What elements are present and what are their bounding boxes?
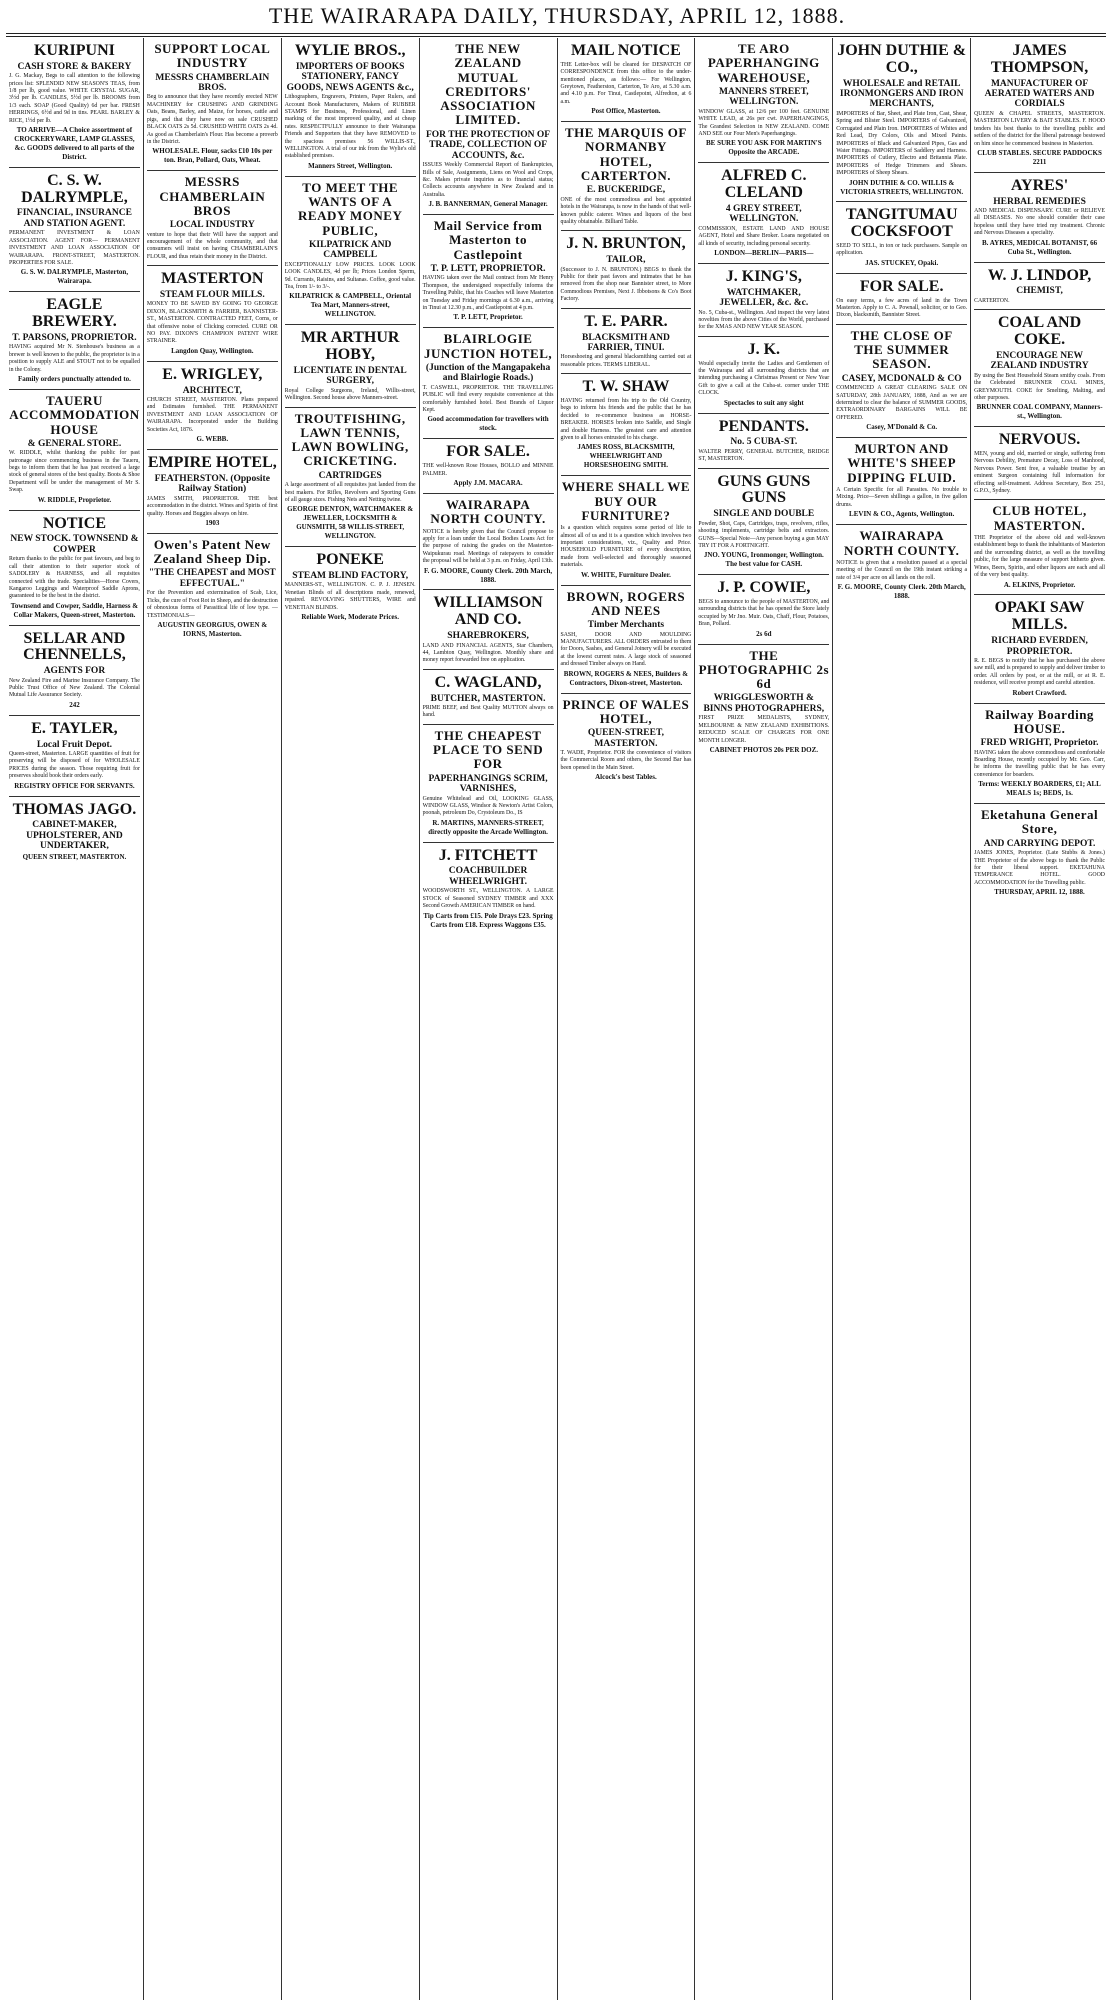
ad-footer: Townsend and Cowper, Saddle, Harness & Collar Makers, Queen-street, Masterton.	[10, 601, 139, 619]
masthead-rule-bottom	[6, 36, 1106, 37]
ad-body: HAVING taken over the Mail contract from Mr Henry Thompson, the undersigned respectfully informs the Travelling Public, that his Coaches will leave Masterton on Tuesday and Friday mornings at 6.30 a.m., arriving in Tinui at 12.30 p.m., and Castlepoint at 4 p.m.	[422, 275, 554, 312]
advertisement	[698, 337, 829, 414]
advertisement	[974, 500, 1105, 595]
ad-body: Is a question which requires some period of life to almost all of us and it is a question which involves two important considerations, viz., Quality and Price. HOUSEHOLD FURNITURE of every description, made from well-selected and thoroughly seasoned materials.	[560, 525, 692, 569]
ad-subtitle: FEATHERSTON. (Opposite Railway Station)	[154, 473, 270, 495]
advertisement	[698, 575, 829, 644]
ad-body: EXCEPTIONALLY LOW PRICES. LOOK LOOK LOOK CANDLES, 4d per lb; Prices London Sperm, 9d. Currants, Raisins, and Sultanas. Coffee, good value. Tea, from 1/- to 3/-.	[284, 261, 416, 290]
advertisement	[974, 263, 1105, 311]
advertisement	[9, 511, 140, 626]
ad-body: A Certain Specific for all Parasites. No trouble to Mixing. Price—Seven shillings a gallon, in five gallon drums.	[836, 487, 968, 508]
ad-title: THE NEW ZEALAND MUTUAL CREDITORS' ASSOCIATION LIMITED.	[440, 41, 536, 128]
ad-title: J. K.	[747, 340, 781, 358]
ad-title: MESSRS CHAMBERLAIN BROS	[159, 174, 266, 218]
ad-footer: Manners Street, Wellington.	[308, 161, 393, 170]
ad-subtitle: LICENTIATE IN DENTAL SURGERY,	[293, 365, 407, 387]
ad-title: TROUTFISHING, LAWN TENNIS, LAWN BOWLING, CRICKETING.	[291, 410, 409, 469]
ad-title: GUNS GUNS GUNS	[717, 472, 811, 507]
advertisement	[836, 38, 967, 202]
ad-subtitle: Timber Merchants	[587, 620, 665, 631]
ad-subtitle: COACHBUILDER WHEELWRIGHT.	[448, 866, 528, 887]
ad-subtitle: T. P. LETT, PROPRIETOR.	[430, 263, 546, 274]
ad-body: SASH, DOOR AND MOULDING MANUFACTURERS. ALL ORDERS entrusted to them for Doors, Sashes, and General Joinery will be executed at the lowest current rates. A large stock of seasoned and dressed Timber always on Hand.	[560, 631, 692, 668]
advertisement	[423, 494, 554, 591]
ad-subtitle: MANNERS STREET, WELLINGTON.	[719, 86, 809, 108]
ad-title: EMPIRE HOTEL,	[147, 454, 277, 472]
ad-footer: REGISTRY OFFICE FOR SERVANTS.	[14, 781, 135, 790]
ad-body: THE well-known Rose Houses, BOLLO and MINNIE PALMER.	[422, 463, 554, 477]
ad-subtitle: WHOLESALE and RETAIL IRONMONGERS AND IRON MERCHANTS,	[839, 78, 964, 110]
newspaper-column-1	[6, 38, 144, 2000]
ad-title: WYLIE BROS.,	[294, 42, 406, 59]
advertisement	[836, 525, 967, 606]
ad-body: COMMENCED A GREAT CLEARING SALE ON SATURDAY, 28th JANUARY, 1888, And as we are determined to clear the balance of SUMMER GOODS, EXTRAORDINARY BARGAINS WILL BE OFFERED.	[836, 385, 968, 421]
newspaper-column-2	[144, 38, 282, 2000]
ad-body: ISSUES Weekly Commercial Report of Bankruptcies, Bills of Sale, Assignments, Liens on Wool and Crops, &c. Makes private inquiries as to financial status; Collects accounts anywhere in New Zealand and in Australia.	[422, 162, 554, 198]
advertisement	[974, 804, 1105, 902]
ad-title: J. N. BRUNTON,	[566, 235, 686, 253]
ad-footer: CABINET PHOTOS 20s PER DOZ.	[709, 745, 819, 754]
ad-title: Mail Service from Masterton to Castlepoint	[433, 218, 543, 262]
ad-body: NOTICE is hereby given that the Council propose to apply for a loan under the Local Bodies Loans Act for the purpose of raising the grades on the Masterton-Waipukurau road. Meetings of ratepayers to consider the proposal will be held at 3 p.m. on Friday, April 13th.	[422, 528, 554, 565]
advertisement	[561, 586, 692, 694]
newspaper-column-8	[971, 38, 1108, 2000]
advertisement	[974, 38, 1105, 173]
ad-title: NERVOUS.	[998, 431, 1081, 449]
ad-title: CLUB HOTEL, MASTERTON.	[992, 503, 1087, 533]
ad-subtitle: CHEMIST,	[1016, 286, 1063, 297]
ad-title: PONEKE	[316, 551, 384, 569]
ad-footer: Alcock's best Tables.	[595, 773, 657, 782]
ad-subtitle: FOR THE PROTECTION OF TRADE, COLLECTION OF ACCOUNTS, &c.	[425, 129, 551, 161]
ad-title: Owen's Patent New Zealand Sheep Dip.	[153, 536, 272, 567]
advertisement	[698, 264, 829, 337]
ad-subtitle: CABINET-MAKER, UPHOLSTERER, AND UNDERTAKER,	[26, 820, 123, 852]
ad-subtitle: ARCHITECT,	[182, 385, 242, 396]
ad-title: COAL AND COKE.	[998, 314, 1082, 349]
newspaper-masthead: THE WAIRARAPA DAILY, THURSDAY, APRIL 12, 1888.	[268, 3, 846, 28]
ad-title: JAMES THOMPSON,	[990, 42, 1089, 76]
ad-footer: Robert Crawford.	[1012, 688, 1067, 697]
ad-title: T. E. PARR.	[584, 312, 668, 330]
advertisement	[561, 309, 692, 374]
ad-title: MR ARTHUR HOBY,	[300, 329, 400, 364]
advertisement	[9, 292, 140, 390]
ad-title: ALFRED C. CLELAND	[721, 167, 807, 202]
ad-title: BLAIRLOGIE JUNCTION HOTEL,	[423, 331, 553, 361]
ad-title: OPAKI SAW MILLS.	[994, 599, 1085, 634]
advertisement	[285, 177, 416, 326]
ad-title: SUPPORT LOCAL INDUSTRY	[154, 41, 271, 71]
advertisement	[561, 122, 692, 231]
ad-body: venture to hope that their Will have the support and encouragement of the whole community, and that consumers will insist on having CHAMBERLAIN'S FLOUR, and thus retain their money in the District.	[146, 231, 278, 260]
ad-body: MEN, young and old, married or single, suffering from Nervous Debility, Premature Decay, Loss of Manhood, Nervous Power. Sent free, a valuable treatise by an eminent Surgeon containing full information for effecting self-treatment. Address Secretary, Box 251, G.P.O., Sydney.	[974, 451, 1105, 495]
ad-body: Would especially invite the Ladies and Gentlemen of the Wairarapa and all surrounding districts that are intending purchasing a Christmas Present or New Year Gift to give a call at the Cuba-st. corner under THE CLOCK.	[698, 360, 830, 397]
ad-body: IMPORTERS of Bar, Sheet, and Plate Iron, Cast, Shear, Spring and Blister Steel. IMPORTERS of Galvanized, Corrugated and Plain Iron. IMPORTERS of Whites and Red Lead, Dry Colors, Oils and Mixed Paints. IMPORTERS of Black and Galvanized Pipes, Gas and Water Fittings. IMPORTERS of Saddlery and Harness. IMPORTERS of Cutlery, Electro and Britannia Plate. IMPORTERS of Hedge Trimmers and Shears. IMPORTERS of Sheep Shears.	[836, 110, 968, 177]
ad-title: TANGITUMAU COCKSFOOT	[845, 206, 958, 241]
advertisement	[836, 202, 967, 273]
advertisement	[423, 439, 554, 494]
ad-body: WINDOW GLASS, at 12/6 per 100 feet. GENUINE WHITE LEAD, at 26s per cwt. PAPERHANGINGS, The Grandest Selection in NEW ZEALAND. COME AND SEE our Four Men's Paperhangings.	[698, 108, 830, 137]
ad-footer: B. AYRES, MEDICAL BOTANIST, 66 Cuba St., Wellington.	[981, 238, 1098, 256]
ad-title: WAIRARAPA NORTH COUNTY.	[430, 496, 546, 527]
ad-subtitle: MANUFACTURER OF AERATED WATERS AND CORDIALS	[984, 78, 1095, 110]
advertisement	[974, 595, 1105, 703]
ad-title: JOHN DUTHIE & CO.,	[837, 42, 967, 76]
advertisement	[9, 716, 140, 797]
ad-footer: R. MARTINS, MANNERS-STREET, directly opposite the Arcade Wellington.	[428, 818, 548, 836]
advertisement	[698, 469, 829, 576]
ad-footer: Casey, M'Donald & Co.	[866, 423, 938, 432]
ad-subtitle: WRIGGLESWORTH & BINNS PHOTOGRAPHERS,	[703, 693, 825, 714]
ad-body: For the Prevention and extermination of Scab, Lice, Ticks, the cure of Foot Rot in Sheep, and the destruction of obnoxious forms of Parasitical life of low type. —TESTIMONIALS—	[146, 590, 278, 619]
ad-title: C. WAGLAND,	[434, 673, 542, 691]
ad-title: J. P. COWIE,	[717, 579, 811, 597]
advertisement	[974, 427, 1105, 500]
newspaper-column-7	[833, 38, 971, 2000]
ad-subtitle: NEW STOCK. TOWNSEND & COWPER	[10, 534, 139, 555]
ad-body: QUEEN & CHAPEL STREETS, MASTERTON. MASTERTON LIVERY & BAIT STABLES. F. HOOD tenders his best thanks to the travelling public and settlers of the district for the liberal patronage bestowed on him since he commenced business in Masterton.	[974, 110, 1105, 147]
ad-body: LAND AND FINANCIAL AGENTS, Star Chambers, 44, Lambton Quay, Wellington. Monthly share and money report forwarded free on application.	[422, 642, 554, 664]
ad-title: SELLAR AND CHENNELLS,	[23, 629, 126, 664]
ad-title: FOR SALE.	[446, 443, 530, 461]
ad-subtitle: BLACKSMITH AND FARRIER, TINUI.	[581, 332, 670, 353]
ad-title: WILLIAMSON AND CO.	[433, 594, 543, 629]
advertisement	[423, 725, 554, 843]
ad-subtitle: LOCAL INDUSTRY	[169, 220, 255, 231]
ad-footer: Spectacles to suit any sight	[723, 398, 804, 407]
ad-footer: Good accommodation for travellers with stock.	[427, 415, 549, 433]
ad-subtitle: AGENTS FOR	[43, 666, 106, 677]
ad-body: (Successor to J. N. BRUNTON.) BEGS to thank the Public for their past favors and intimates that he has removed from the shop near Bannister street, to More Commodious Premises, Next J. Ibbotsons & Co's Boot Factory.	[560, 266, 692, 303]
advertisement	[561, 374, 692, 476]
ad-footer: KILPATRICK & CAMPBELL, Oriental Tea Mart, Manners-street, WELLINGTON.	[289, 292, 412, 319]
ad-subtitle: IMPORTERS OF BOOKS STATIONERY, FANCY GOODS, NEWS AGENTS &c.,	[286, 61, 414, 93]
ad-footer: QUEEN STREET, MASTERTON.	[22, 852, 127, 861]
advertisement	[147, 171, 278, 266]
ad-title: WHERE SHALL WE BUY OUR FURNITURE?	[561, 479, 690, 523]
ad-footer: Apply J.M. MACARA.	[453, 479, 523, 487]
ad-title: AYRES'	[1010, 176, 1069, 194]
advertisement	[698, 163, 829, 264]
ad-body: WOODSWORTH ST., WELLINGTON. A LARGE STOCK of Seasoned SYDNEY TIMBER and XXX Second Growth AMERICAN TIMBER on hand.	[422, 888, 554, 910]
ad-footer: T. P. LETT, Proprietor.	[453, 313, 523, 322]
ad-title: BROWN, ROGERS AND NEES	[566, 588, 686, 618]
ad-subtitle: No. 5 CUBA-ST.	[730, 437, 798, 448]
ad-footer: JAS. STUCKEY, Opaki.	[865, 258, 939, 267]
ad-footer: J. B. BANNERMAN, General Manager.	[428, 200, 548, 209]
ad-body: AND MEDICAL DISPENSARY. CURE or RELIEVE all DISEASES. No one should consider their case hopeless until they have tried my treatment. Chronic and Nervous Diseases a speciality.	[974, 208, 1105, 237]
ad-footer: Reliable Work, Moderate Prices.	[301, 613, 400, 622]
ad-subtitle: STEAM FLOUR MILLS.	[159, 289, 265, 300]
ad-subtitle: E. BUCKERIDGE,	[586, 185, 666, 196]
advertisement	[423, 670, 554, 725]
ad-footer: 242	[69, 700, 80, 709]
ad-title: T. W. SHAW	[582, 378, 670, 396]
ad-footer: F. G. MOORE, County Clerk. 20th March, 1888.	[423, 566, 553, 584]
ad-title: THE MARQUIS OF NORMANBY HOTEL, CARTERTON.	[565, 125, 687, 184]
ad-body: A large assortment of all requisites just landed from the best makers. For Rifles, Revolvers and Sporting Guns of all gauge sizes. Fishing Nets and Netting twine.	[284, 482, 416, 503]
ad-title: WAIRARAPA NORTH COUNTY.	[844, 528, 960, 558]
ad-subtitle: CASH STORE & BAKERY	[17, 61, 132, 72]
advertisement	[974, 310, 1105, 427]
ad-body: NOTICE is given that a resolution passed at a special meeting of the Council on the 19th instant striking a rate of 3/4 per acre on all lands on the roll.	[836, 559, 968, 581]
ad-footer: TO ARRIVE—A Choice assortment of CROCKERYWARE, LAMP GLASSES, &c. GOODS delivered to all parts of the District.	[14, 126, 135, 161]
ad-subtitle: WATCHMAKER, JEWELLER, &c. &c.	[719, 287, 809, 309]
ad-footer: JAMES ROSS, BLACKSMITH, WHEELWRIGHT AND HORSESHOEING SMITH.	[577, 443, 675, 470]
ad-title: J. KING'S,	[725, 267, 802, 285]
ad-body: J. G. Mackay, Begs to call attention to the following prices list: SPLENDID NEW SEASON'S TEAS, from 1/8 per lb, good value. WHITE CRYSTAL SUGAR, 3½d per lb. CANDLES, 5½d per lb. BROOMS from 1/3 each. SOAP (Good Quality) 6d per bar. FRESH HERRINGS, 6½d and 9d in tins. PEARL BARLEY & RICE, 1½d per lb.	[9, 73, 140, 124]
ad-footer: CLUB STABLES. SECURE PADDOCKS 2211	[977, 148, 1102, 166]
ad-subtitle: PAPERHANGINGS SCRIM, VARNISHES,	[428, 773, 548, 795]
ad-title: E. WRIGLEY,	[162, 365, 263, 383]
ad-footer: G. S. W. DALRYMPLE, Masterton, Wairarapa.	[20, 268, 129, 286]
ad-body: CARTERTON.	[974, 297, 1010, 304]
ad-subtitle: (Junction of the Mangapakeha and Blairlogie Roads.)	[425, 362, 551, 384]
ad-body: THE Proprietor of the above old and well-known establishment begs to thank the inhabitants of Masterton and the surrounding district, as well as the travelling public, for the large measure of support hitherto given. Wines, Beers, Spirits, and other liquors are each and all of the very best quality.	[974, 535, 1106, 579]
ad-footer: JOHN DUTHIE & CO. WILLIS & VICTORIA STREETS, WELLINGTON.	[840, 178, 964, 196]
advertisement	[561, 476, 692, 585]
advertisement	[836, 274, 967, 325]
ad-footer: W. RIDDLE, Proprietor.	[37, 495, 112, 504]
advertisement	[423, 590, 554, 669]
ad-body: HAVING taken the above commodious and comfortable Boarding House, recently occupied by Mr. Geo. Carr, he informs the travelling public that he has every convenience for boarders.	[974, 749, 1105, 778]
masthead-rule-top	[6, 33, 1106, 34]
ad-body: Powder, Shot, Caps, Cartridges, traps, revolvers, rifles, shooting implements, cartridge belts and extractors. GUNS—Special Note—Any person buying a gun MAY TRY IT FOR A FORTNIGHT.	[698, 520, 830, 549]
ad-subtitle: Local Fruit Depot.	[36, 739, 113, 750]
advertisement	[285, 325, 416, 407]
ad-title: C. S. W. DALRYMPLE,	[21, 171, 128, 206]
ad-body: PERMANENT INVESTMENT & LOAN ASSOCIATION. AGENT FOR— PERMANENT INVESTMENT AND LOAN ASSOCIATION OF WAIRARAPA. FRONT-STREET, MASTERTON. PROPERTIES FOR SALE.	[9, 230, 140, 266]
ad-footer: LONDON—BERLIN—PARIS—	[714, 248, 814, 257]
ad-title: J. FITCHETT	[438, 846, 538, 864]
ad-body: MONEY TO BE SAVED BY GOING TO GEORGE DIXON, BLACKSMITH & FARRIER, BANNISTER-ST., MASTERTON. CONTRACTED FEET, Corns, or that offensive noise of Clicking corrected. CURE OR NO PAY. DIXON'S CHAMPION PATENT WIRE STRAINER.	[146, 301, 278, 345]
ad-footer: Tip Carts from £15. Pole Drays £23. Spring Carts from £18. Express Waggons £35.	[423, 911, 553, 929]
ad-title: MURTON AND WHITE'S SHEEP DIPPING FLUID.	[847, 441, 957, 485]
ad-footer: LEVIN & CO., Agents, Wellington.	[849, 510, 955, 519]
advertisement	[9, 390, 140, 511]
ad-body: Queen-street, Masterton. LARGE quantities of fruit for preserving will be disposed of for WHOLESALE PRICES during the season. Those requiring fruit for preserves should book their orders early.	[9, 751, 140, 780]
ad-subtitle: MESSRS CHAMBERLAIN BROS.	[155, 72, 270, 94]
ad-title: THE CLOSE OF THE SUMMER SEASON.	[850, 327, 953, 372]
ad-subtitle: SINGLE AND DOUBLE	[713, 509, 815, 520]
advertisement	[9, 168, 140, 292]
ad-body: W. RIDDLE, whilst thanking the public for past patronage since commencing business in the Taueru, begs to inform them that he has just received a large stock of general stores of the best quality. Boots & Shoe Department will be under the management of Mr S. Swap.	[9, 450, 140, 494]
ad-title: THE PHOTOGRAPHIC 2s 6d	[698, 647, 830, 692]
advertisement	[423, 843, 554, 935]
ad-footer: 1903	[205, 518, 220, 527]
ad-body: HAVING returned from his trip to the Old Country, begs to inform his friends and the public that he has decided to re-commence business as HORSE-BREAKER. HORSES broken into Saddle, and Single and double Harness. The greatest care and attention given to all horses entrusted to his charge.	[560, 397, 692, 442]
advertisement	[836, 438, 967, 525]
ad-footer: A. ELKINS, Proprietor.	[1003, 580, 1076, 589]
advertisement	[423, 215, 554, 328]
ad-body: Royal College Surgeons, Ireland, Willis-street, Wellington. Second house above Manners-street.	[284, 387, 416, 402]
ad-footer: GEORGE DENTON, WATCHMAKER & JEWELLER, LOCKSMITH & GUNSMITH, 58 WILLIS-STREET, WELLINGTON.	[287, 505, 414, 541]
ad-subtitle: AND CARRYING DEPOT.	[983, 838, 1096, 849]
advertisement	[285, 408, 416, 548]
ad-body: Beg to announce that they have recently erected NEW MACHINERY for CRUSHING AND GRINDING Oats, Beans, Barley, and Maize, for horses, cattle and pigs, and that they have now on sale CRUSHED BLACK OATS 2s 5d. CRUSHED WHITE OATS 2s 4d. As good as Chamberlain's Flour. Has become a proverb in the District.	[146, 94, 278, 145]
advertisement	[836, 325, 967, 438]
ad-title: Eketahuna General Store,	[980, 807, 1099, 837]
ad-title: MASTERTON	[161, 270, 264, 288]
ad-body: THE Letter-box will be cleared for DESPATCH OF CORRESPONDENCE from this office to the under-mentioned places, as follows:— For Wellington, Greytown, Featherston, Carterton, Te Aro, at 5.30 a.m. and 4.10 p.m. For Tinui, Castlepoint, Alfredton, at 6 a.m.	[560, 61, 692, 105]
ad-title: MAIL NOTICE	[571, 42, 681, 59]
ad-title: PENDANTS.	[718, 417, 809, 435]
ad-body: HAVING acquired Mr N. Stenhouse's business as a brewer is well known to the public, the proprietor is in a position to supply ALE and STOUT not to be equalled in the Colony.	[9, 344, 140, 373]
advertisement	[561, 231, 692, 308]
ad-footer: BROWN, ROGERS & NEES, Builders & Contractors, Dixon-street, Masterton.	[563, 669, 689, 687]
ad-subtitle: STEAM BLIND FACTORY,	[292, 571, 409, 581]
advertisement	[285, 547, 416, 627]
ad-footer: Post Office, Masterton.	[591, 107, 661, 116]
ad-body: New Zealand Fire and Marine Insurance Company. The Public Trust Office of New Zealand. The Colonial Mutual Life Assurance Society.	[9, 677, 140, 699]
ad-subtitle: & GENERAL STORE.	[27, 438, 122, 449]
ad-body: R. E. BEGS to notify that he has purchased the above saw mill, and is prepared to supply and deliver timber to order. All orders by post, or at the mill, or at R. E. residence, will receive prompt and careful attention.	[974, 657, 1106, 687]
ad-footer: F. G. MOORE, County Clerk. 20th March, 1888.	[837, 583, 966, 600]
advertisement	[147, 450, 278, 534]
advertisement	[974, 704, 1105, 805]
ad-title: KURIPUNI	[33, 42, 115, 59]
ad-body: T. CASWELL, PROPRIETOR. THE TRAVELLING PUBLIC will find every requisite convenience at this comfortably furnished hotel. Best Brands of Liquor Kept.	[422, 384, 554, 414]
ad-title: THOMAS JAGO.	[12, 800, 137, 818]
ad-title: TAUERU ACCOMMODATION HOUSE	[9, 392, 140, 437]
ad-title: TO MEET THE WANTS OF A READY MONEY PUBLIC,	[298, 179, 403, 238]
advertisement	[561, 694, 692, 788]
ad-footer: Langdon Quay, Wellington.	[171, 346, 254, 355]
advertisement	[147, 266, 278, 362]
advertisement	[147, 38, 278, 171]
ad-title: THE CHEAPEST PLACE TO SEND FOR	[433, 727, 544, 772]
ad-body: Return thanks to the public for past favours, and beg to call their attention to their superior stock of SADDLERY & HARNESS, and all requisites connected with the trade. Specialities—Horse Covers, Kangaroo Leggings and Waterproof Saddle Aprons, guaranteed to be the best in the district.	[9, 556, 140, 600]
ad-footer: BE SURE YOU ASK FOR MARTIN'S Opposite the ARCADE.	[706, 139, 822, 157]
ad-subtitle: RICHARD EVERDEN, PROPRIETOR.	[991, 636, 1088, 657]
advertisement	[9, 797, 140, 867]
advertisement	[147, 362, 278, 450]
ad-body: Lithographers, Engravers, Printers, Paper Rulers, and Account Book Manufacturers, Makers of RUBBER STAMPS for Business, Professional, and Linen marking of the most improved quality, and at cheap rates. RESPECTFULLY announce to their Wairarapa Friends and Supporters that they have REMOVED to the spacious premises 56 WILLIS-ST., WELLINGTON. A trial of our ink from the Wylie's old established premises.	[284, 94, 416, 160]
ad-subtitle: KILPATRICK AND CAMPBELL	[309, 239, 392, 261]
ad-footer: AUGUSTIN GEORGIUS, OWEN & IORNS, Masterton.	[157, 620, 268, 638]
advertisement	[423, 328, 554, 439]
ad-title: EAGLE BREWERY.	[32, 296, 117, 331]
ad-body: On easy terms, a few acres of land in the Town Masterton. Apply to C. A. Pownall, solicitor, or to Geo. Dixon, blacksmith, Bannister Street.	[836, 297, 968, 319]
ad-subtitle: "THE CHEAPEST and MOST EFFECTUAL."	[148, 568, 276, 589]
ad-body: BEGS to announce to the people of MASTERTON, and surrounding districts that he has opened the Store lately occupied by Mr Jno. Muir. Oats, Chaff, Flour, Potatoes, Bran, Pollard.	[698, 599, 830, 628]
ad-subtitle: ENCOURAGE NEW ZEALAND INDUSTRY	[990, 350, 1089, 372]
ad-subtitle: TAILOR,	[606, 255, 646, 266]
ad-title: Railway Boarding HOUSE.	[985, 706, 1094, 736]
ad-body: By using the Best Household Steam smithy coals. From the Celebrated BRUNNER COAL MINES, GREYMOUTH. COKE for Smelting, Malting, and other purposes.	[974, 372, 1105, 401]
advertisement	[974, 173, 1105, 263]
ad-body: No. 5, Cuba-st., Wellington. And inspect the very latest novelties from the above Cities of the World, purchased for the XMAS AND NEW YEAR SEASON.	[698, 309, 830, 331]
ad-footer: G. WEBB.	[196, 435, 229, 444]
advertisement	[561, 38, 692, 122]
ad-footer: Terms: WEEKLY BOARDERS, £1; ALL MEALS 1s; BEDS, 1s.	[978, 780, 1101, 798]
advertisement	[9, 38, 140, 168]
advertisement	[698, 414, 829, 469]
ad-body: MANNERS-ST., WELLINGTON. C. P. J. JENSEN. Venetian Blinds of all descriptions made, renewed, repaired. REVOLVING SHUTTERS, WIRE and VENETIAN BLINDS.	[284, 582, 416, 611]
newspaper-column-4	[420, 38, 558, 2000]
ad-body: PRIME BEEF, and Best Quality MUTTON always on hand.	[422, 704, 554, 719]
ad-subtitle: CASEY, MCDONALD & CO	[841, 373, 962, 384]
ad-subtitle: QUEEN-STREET, MASTERTON.	[587, 728, 664, 749]
ad-body: COMMISSION, ESTATE LAND AND HOUSE AGENT, Hotel and Share Broker. Loans negotiated on all kinds of security, including personal security.	[698, 225, 830, 247]
ad-footer: BRUNNER COAL COMPANY, Manners-st., Wellington.	[976, 403, 1103, 421]
ad-title: FOR SALE.	[859, 277, 944, 295]
advertisement	[285, 38, 416, 177]
ad-body: Horseshoeing and general blacksmithing carried out at reasonable prices. TERMS LIBERAL.	[560, 354, 692, 368]
newspaper-column-5	[558, 38, 696, 2000]
ad-footer: Family orders punctually attended to.	[17, 374, 131, 383]
ad-subtitle: FRED WRIGHT, Proprietor.	[980, 738, 1099, 749]
advertisement	[698, 38, 829, 163]
ad-body: SEED TO SELL, in ton or tuck purchasers. Sample on application.	[836, 243, 968, 257]
advertisement	[698, 645, 829, 760]
advertisement	[147, 534, 278, 644]
ad-subtitle: CARTRIDGES	[318, 470, 382, 481]
newspaper-column-3	[282, 38, 420, 2000]
ad-subtitle: SHAREBROKERS,	[447, 631, 529, 642]
ad-body: T. WADE, Proprietor. FOR the convenience of visitors the Commercial Room and others, the Second Bar has been opened in the Main Street.	[560, 750, 692, 771]
ad-subtitle: HERBAL REMEDIES	[993, 196, 1086, 207]
ad-body: ONE of the most commodious and best appointed hotels in the Wairarapa, is now in the hands of that well-known public caterer. Wines and liquors of the best quality obtainable. Billiard Table.	[560, 196, 692, 226]
advertisement	[9, 626, 140, 716]
ad-body: WALTER PERRY, GENERAL BUTCHER, BRIDGE ST, MASTERTON.	[698, 448, 830, 463]
ad-title: W. J. LINDOP,	[987, 266, 1092, 284]
ad-subtitle: 4 GREY STREET, WELLINGTON.	[725, 203, 802, 225]
ad-footer: 2s 6d	[756, 629, 772, 638]
ad-subtitle: T. PARSONS, PROPRIETOR.	[12, 332, 137, 343]
ad-title: E. TAYLER,	[31, 719, 118, 737]
ad-body: JAMES JONES, Proprietor. (Late Stubbs & Jones.) THE Proprietor of the above begs to thank the Public for their liberal support. EKETAHUNA TEMPERANCE HOTEL. GOOD ACCOMMODATION for the Travelling public.	[974, 850, 1105, 886]
advertisement	[423, 38, 554, 215]
ad-body: CHURCH STREET, MASTERTON. Plans prepared and Estimates furnished. THE PERMANENT INVESTMENT AND LOAN ASSOCIATION OF WAIRARAPA. Incorporated under the Building Societies Act, 1876.	[146, 397, 278, 433]
ad-title: NOTICE	[42, 514, 106, 532]
ad-footer: THURSDAY, APRIL 12, 1888.	[994, 888, 1085, 897]
ad-footer: WHOLESALE. Flour, sacks £10 10s per ton. Bran, Pollard, Oats, Wheat.	[152, 147, 273, 165]
ad-title: PRINCE OF WALES HOTEL,	[562, 696, 690, 726]
ad-body: Genuine Whitelead and Oil, LOOKING GLASS, WINDOW GLASS, Windsor & Newton's Artist Colors, poonah, petroleum Do, Crystoleum Do., IS	[422, 795, 554, 817]
ad-subtitle: BUTCHER, MASTERTON.	[430, 693, 546, 704]
advertisement-columns	[6, 38, 1108, 2000]
ad-subtitle: FINANCIAL, INSURANCE AND STATION AGENT.	[16, 208, 132, 229]
ad-footer: W. WHITE, Furniture Dealer.	[581, 570, 671, 579]
ad-title: TE ARO PAPERHANGING WAREHOUSE,	[707, 41, 820, 85]
newspaper-column-6	[695, 38, 833, 2000]
ad-footer: JNO. YOUNG, Ironmonger, Wellington. The best value for CASH.	[703, 551, 824, 569]
ad-body: JAMES SMITH, PROPRIETOR. THE best accommodation in the district. Wines and Spirits of first quality. Horses and Buggies always on hire.	[146, 495, 278, 517]
ad-body: FIRST PRIZE MEDALISTS, SYDNEY, MELBOURNE & NEW ZEALAND EXHIBITIONS. REDUCED SCALE OF CHARGES FOR ONE MONTH LONGER.	[698, 715, 830, 744]
